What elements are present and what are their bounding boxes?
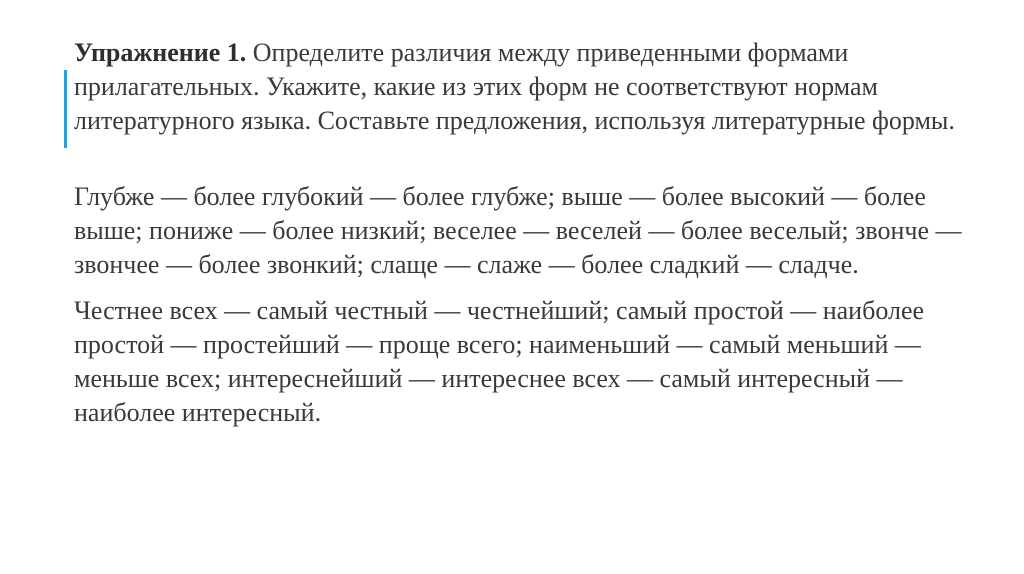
task-text: Определите различия между приведенными формами прилагательных. Укажите, какие из этих форм не соответствуют нормам литературного языка. Составьте предложения, используя литературные формы. xyxy=(74,38,955,135)
task-label: Упражнение 1. xyxy=(74,38,247,67)
paragraph-superlatives: Честнее всех — самый честный — честнейший; самый простой — наиболее простой — простейший — проще всего; наименьший — самый меньший — меньше всех; интереснейший — интереснее всех — самый интересный — наиболее интересный. xyxy=(74,296,925,427)
accent-line xyxy=(64,70,67,148)
paragraph-comparatives: Глубже — более глубокий — более глубже; выше — более высокий — более выше; понижe — более низкий; веселее — веселей — более веселый; звонче — звончее — более звонкий; слаще — слаже — более сладкий — сладче. xyxy=(74,182,962,279)
task-statement xyxy=(74,36,974,138)
slide-content xyxy=(74,36,974,430)
